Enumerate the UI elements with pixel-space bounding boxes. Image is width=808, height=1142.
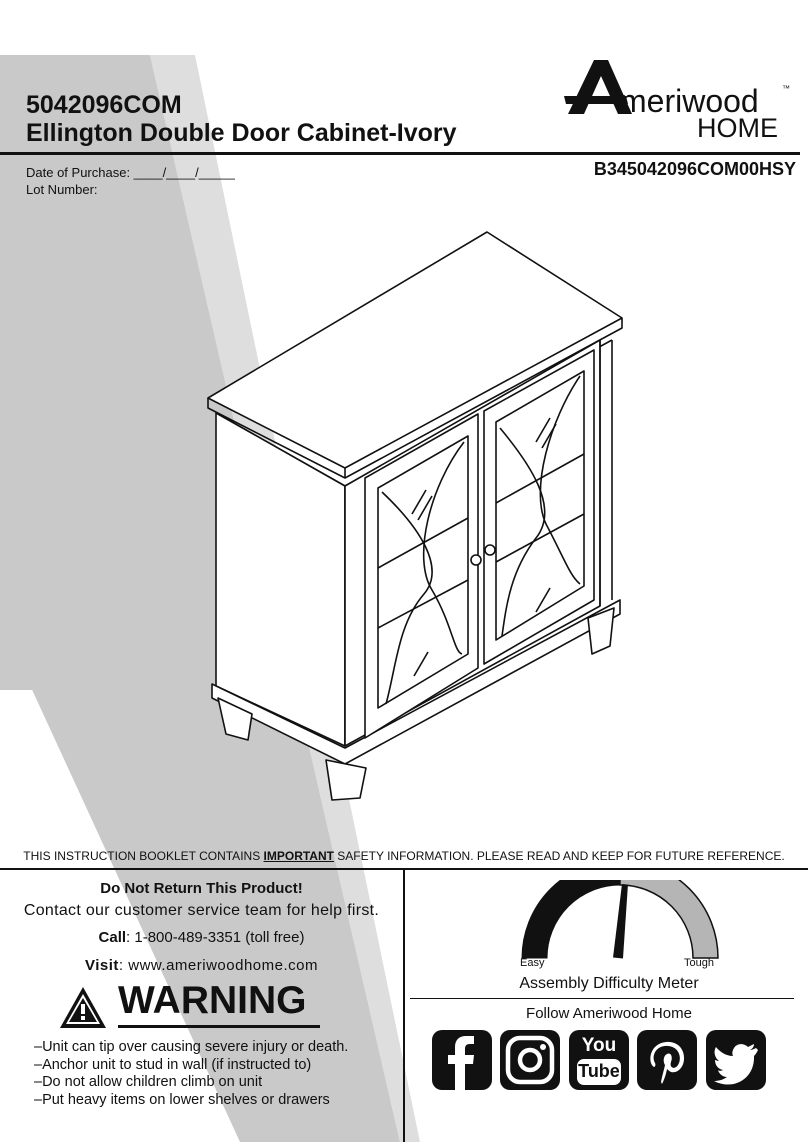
meter-easy-label: Easy	[520, 957, 545, 969]
website-link[interactable]: : www.ameriwoodhome.com	[118, 957, 318, 974]
visit-line: Visit: www.ameriwoodhome.com	[85, 957, 318, 974]
warning-underline	[118, 1025, 320, 1028]
warning-list	[34, 1039, 348, 1109]
header-divider	[0, 152, 800, 155]
warning-title: WARNING	[118, 979, 307, 1022]
lot-number: Lot Number:	[26, 182, 98, 197]
brand-sub: HOME	[697, 113, 778, 143]
safety-notice: THIS INSTRUCTION BOOKLET CONTAINS IMPORTANT SAFETY INFORMATION. PLEASE READ AND KEEP FOR FUTURE REFERENCE.	[23, 849, 785, 863]
product-title: Ellington Double Door Cabinet-Ivory	[26, 119, 457, 147]
warning-item: –Do not allow children climb on unit	[34, 1074, 263, 1090]
instagram-icon[interactable]	[500, 1030, 560, 1090]
call-line: Call: 1-800-489-3351 (toll free)	[98, 929, 305, 946]
pinterest-icon[interactable]	[637, 1030, 697, 1090]
follow-label: Follow Ameriwood Home	[526, 1005, 692, 1022]
warning-item: –Anchor unit to stud in wall (if instructed to)	[34, 1056, 312, 1073]
twitter-icon[interactable]	[706, 1030, 766, 1090]
date-of-purchase: Date of Purchase: ____/____/_____	[26, 165, 235, 180]
youtube-icon[interactable]: You Tube	[569, 1030, 629, 1090]
model-number: 5042096COM	[26, 91, 182, 119]
contact-line: Contact our customer service team for help first.	[23, 902, 380, 919]
meter-easy-arc	[522, 880, 620, 958]
meter-tough-label: Tough	[684, 957, 714, 969]
warning-item: –Put heavy items on lower shelves or drawers	[34, 1091, 330, 1108]
facebook-icon[interactable]	[432, 1030, 492, 1090]
do-not-return: Do Not Return This Product!	[100, 880, 303, 897]
meter-label: Assembly Difficulty Meter	[519, 975, 699, 992]
trademark: ™	[782, 84, 790, 93]
meter-divider	[410, 998, 794, 999]
important-emphasis: IMPORTANT	[263, 849, 334, 863]
column-divider	[403, 870, 405, 1142]
phone-number[interactable]: : 1-800-489-3351 (toll free)	[126, 929, 305, 946]
meter-tough-arc	[620, 880, 718, 958]
warning-item: –Unit can tip over causing severe injury or death.	[34, 1039, 349, 1055]
warning-triangle-icon	[58, 985, 108, 1031]
meter-needle	[613, 884, 630, 959]
part-number: B345042096COM00HSY	[593, 159, 796, 179]
brand-name: meriwood	[620, 83, 759, 119]
cabinet-illustration	[200, 228, 630, 808]
